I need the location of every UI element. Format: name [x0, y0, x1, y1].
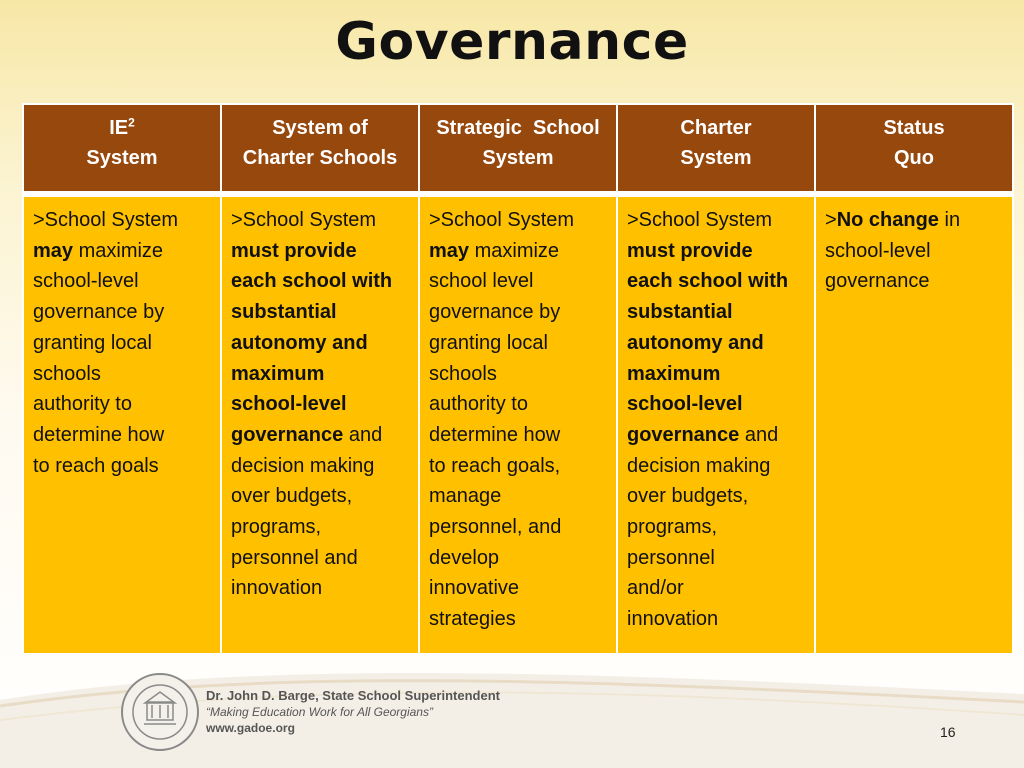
- cell-text-line: [429, 236, 610, 267]
- cell-text: >School System: [429, 209, 575, 231]
- cell-text-line: [33, 420, 214, 451]
- cell-text-line: [33, 266, 214, 297]
- cell-text: granting local: [429, 331, 548, 354]
- cell-text: determine how: [429, 423, 561, 446]
- cell-status-quo: [815, 196, 1013, 654]
- cell-text-line: [33, 389, 214, 420]
- cell-text-line: [231, 266, 412, 297]
- cell-text: decision making: [627, 454, 771, 477]
- cell-text-bold: autonomy and: [627, 331, 764, 354]
- cell-text: programs,: [627, 516, 718, 539]
- cell-text-line: [627, 328, 808, 359]
- cell-text-line: [33, 451, 214, 482]
- cell-text-line: [429, 328, 610, 359]
- cell-text: school-level: [33, 270, 139, 293]
- cell-text: decision making: [231, 454, 375, 477]
- cell-text-line: [429, 573, 610, 604]
- cell-text: personnel and: [231, 546, 358, 569]
- cell-text-bold: maximum: [231, 362, 325, 385]
- cell-text: develop: [429, 546, 500, 569]
- cell-text-line: [231, 512, 412, 543]
- cell-text-bold: No change: [836, 209, 939, 231]
- cell-text: over budgets,: [627, 485, 749, 508]
- cell-text: authority to: [33, 393, 132, 416]
- cell-text-rest: maximize: [469, 239, 560, 262]
- cell-text-rest: and: [739, 423, 779, 446]
- cell-text-line: [33, 205, 214, 236]
- footer-superintendent-name: Dr. John D. Barge, State School Superintendent: [206, 688, 500, 703]
- header-label: Charter: [680, 117, 752, 139]
- header-status-quo: [815, 104, 1013, 192]
- cell-text: schools: [33, 362, 101, 385]
- table-body-row: [23, 196, 1013, 654]
- cell-charter-system: [617, 196, 815, 654]
- cell-text-bold: must provide: [627, 239, 753, 262]
- footer-slogan: “Making Education Work for All Georgians”: [206, 705, 433, 719]
- header-label: Quo: [894, 147, 934, 169]
- slide-title: Governance: [335, 12, 689, 72]
- cell-text: granting local: [33, 331, 152, 354]
- cell-text-line: [231, 481, 412, 512]
- cell-text: determine how: [33, 423, 165, 446]
- cell-text: over budgets,: [231, 485, 353, 508]
- header-label: System: [482, 147, 554, 169]
- cell-text-bold: each school with: [627, 270, 789, 293]
- header-superscript: 2: [128, 115, 135, 130]
- cell-text-line: [627, 543, 808, 574]
- cell-text-line: [825, 236, 1006, 267]
- cell-text: schools: [429, 362, 497, 385]
- cell-text-line: [429, 266, 610, 297]
- cell-text-line: [429, 297, 610, 328]
- cell-text-line: [231, 573, 412, 604]
- cell-text-line: [627, 604, 808, 635]
- cell-text: governance by: [429, 301, 561, 324]
- cell-text-bold: autonomy and: [231, 331, 368, 354]
- cell-text: strategies: [429, 608, 516, 631]
- cell-text-bold: maximum: [627, 362, 721, 385]
- cell-text-bold: school-level: [231, 393, 347, 416]
- cell-text-rest: maximize: [73, 239, 164, 262]
- cell-text: governance: [825, 270, 930, 293]
- cell-text-line: [429, 481, 610, 512]
- cell-text: school level: [429, 270, 534, 293]
- cell-text-bold: may: [33, 239, 74, 262]
- cell-text-rest: in: [938, 209, 961, 231]
- cell-text-line: [429, 451, 610, 482]
- cell-text: personnel, and: [429, 516, 562, 539]
- governance-table: [22, 103, 1014, 655]
- cell-text-bold: governance: [627, 423, 740, 446]
- cell-text-bold: governance: [231, 423, 344, 446]
- cell-text: >School System: [33, 209, 179, 231]
- cell-text-line: [231, 205, 412, 236]
- cell-text-prefix: >: [825, 209, 837, 231]
- cell-text-line: [627, 420, 808, 451]
- page-number: 16: [940, 724, 956, 740]
- cell-text-line: [627, 573, 808, 604]
- cell-text: innovation: [231, 577, 323, 600]
- cell-text-line: [627, 205, 808, 236]
- cell-text-bold: may: [429, 239, 470, 262]
- department-of-education-seal: [120, 672, 200, 752]
- header-strategic-school-system: [419, 104, 617, 192]
- cell-text-line: [627, 297, 808, 328]
- cell-text-rest: and: [343, 423, 383, 446]
- cell-text: governance by: [33, 301, 165, 324]
- table-header-row: [23, 104, 1013, 192]
- cell-text-line: [825, 205, 1006, 236]
- header-system-of-charter-schools: [221, 104, 419, 192]
- cell-text-line: [627, 266, 808, 297]
- cell-text-line: [429, 512, 610, 543]
- cell-text-line: [429, 205, 610, 236]
- header-label: Charter Schools: [242, 147, 398, 169]
- cell-text-line: [231, 543, 412, 574]
- cell-text-line: [627, 481, 808, 512]
- cell-text-line: [231, 389, 412, 420]
- cell-text-line: [231, 359, 412, 390]
- cell-text-line: [33, 297, 214, 328]
- cell-text: and/or: [627, 577, 684, 600]
- cell-text-line: [231, 451, 412, 482]
- cell-text-line: [429, 389, 610, 420]
- cell-strategic-school-system: [419, 196, 617, 654]
- cell-ie2-system: [23, 196, 221, 654]
- cell-text-line: [231, 297, 412, 328]
- cell-text: programs,: [231, 516, 322, 539]
- cell-text: >School System: [627, 209, 773, 231]
- cell-text-bold: each school with: [231, 270, 393, 293]
- header-label: Status: [883, 117, 945, 139]
- cell-text-line: [33, 359, 214, 390]
- cell-text-line: [231, 236, 412, 267]
- cell-text-line: [627, 236, 808, 267]
- cell-text-line: [627, 451, 808, 482]
- cell-text-line: [429, 359, 610, 390]
- cell-system-of-charter-schools: [221, 196, 419, 654]
- header-ie2-system: [23, 104, 221, 192]
- cell-text-line: [429, 604, 610, 635]
- cell-text: innovation: [627, 608, 719, 631]
- cell-text-line: [231, 328, 412, 359]
- cell-text-bold: substantial: [627, 301, 733, 324]
- cell-text: school-level: [825, 239, 931, 262]
- header-label: System of: [272, 117, 368, 139]
- cell-text: to reach goals,: [429, 454, 561, 477]
- cell-text: authority to: [429, 393, 528, 416]
- cell-text-line: [33, 236, 214, 267]
- header-label: System: [680, 147, 752, 169]
- header-label: System: [86, 147, 158, 169]
- header-label: Strategic School: [436, 117, 600, 139]
- footer-superintendent-block: [206, 688, 500, 736]
- cell-text-line: [429, 420, 610, 451]
- cell-text-line: [627, 359, 808, 390]
- cell-text-bold: substantial: [231, 301, 337, 324]
- cell-text-line: [429, 543, 610, 574]
- cell-text: personnel: [627, 546, 715, 569]
- cell-text: manage: [429, 485, 502, 508]
- cell-text: >School System: [231, 209, 377, 231]
- cell-text-line: [627, 512, 808, 543]
- cell-text: innovative: [429, 577, 520, 600]
- header-label: IE: [109, 117, 129, 139]
- footer-website-link[interactable]: www.gadoe.org: [206, 721, 295, 735]
- cell-text-line: [627, 389, 808, 420]
- cell-text-line: [825, 266, 1006, 297]
- cell-text-bold: school-level: [627, 393, 743, 416]
- cell-text-bold: must provide: [231, 239, 357, 262]
- cell-text-line: [231, 420, 412, 451]
- cell-text-line: [33, 328, 214, 359]
- cell-text: to reach goals: [33, 454, 159, 477]
- header-charter-system: [617, 104, 815, 192]
